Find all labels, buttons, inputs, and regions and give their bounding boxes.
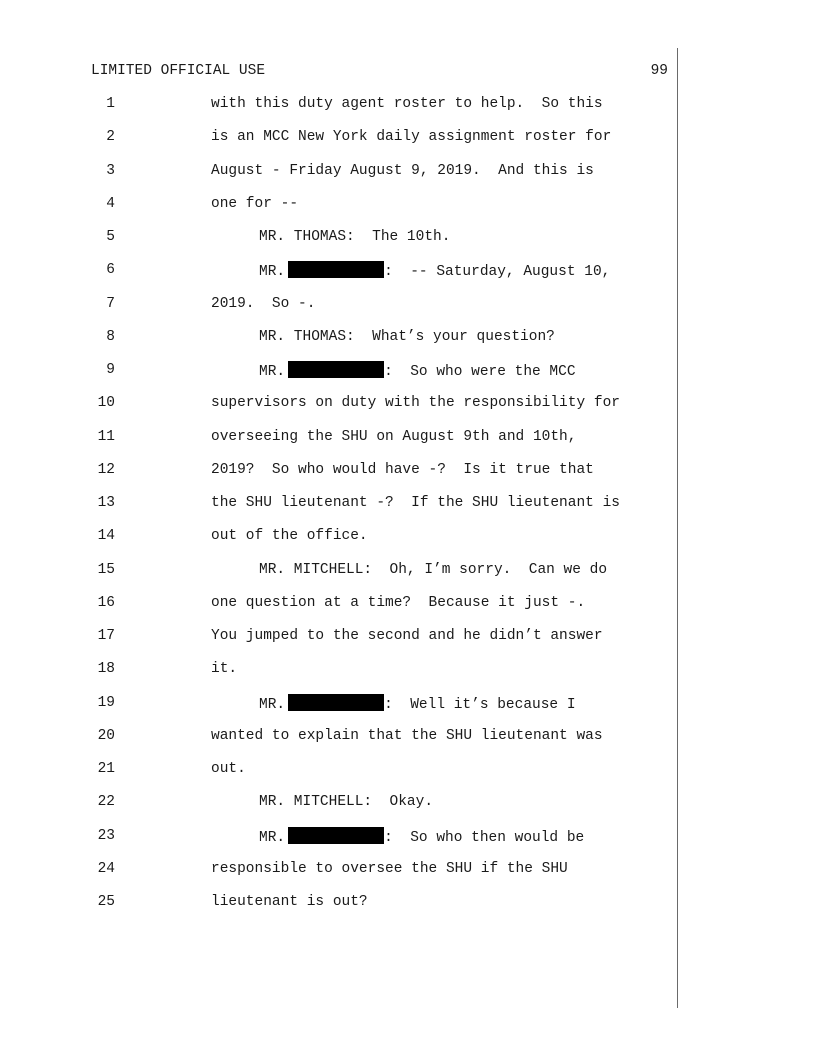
transcript-line	[0, 727, 676, 760]
line-text: one for --	[211, 195, 299, 212]
line-number: 23	[97, 827, 115, 844]
line-number: 1	[106, 96, 115, 112]
redaction-box	[288, 827, 384, 844]
speaker-line-text: MR. MITCHELL: Oh, I’m sorry. Can we do	[259, 561, 608, 578]
line-text: August - Friday August 9, 2019. And this is	[211, 162, 594, 179]
line-number: 10	[97, 395, 115, 412]
line-number: 22	[97, 794, 115, 811]
speaker-line-text: MR. THOMAS: The 10th.	[259, 229, 451, 245]
redaction-box	[288, 261, 384, 278]
line-number: 8	[106, 328, 115, 345]
transcript-line	[0, 860, 676, 893]
line-number: 12	[97, 461, 115, 478]
transcript-lines	[0, 95, 676, 926]
page-number: 99	[650, 63, 668, 79]
transcript-line	[0, 660, 676, 693]
line-number: 2	[106, 129, 115, 146]
line-number: 18	[97, 661, 115, 678]
transcript-line	[0, 228, 676, 261]
transcript-line	[0, 394, 676, 427]
transcript-line	[0, 295, 676, 328]
speaker-line-text	[259, 361, 576, 381]
line-text: it.	[211, 661, 238, 678]
transcript-line	[0, 694, 676, 727]
line-text: wanted to explain that the SHU lieutenant was	[211, 727, 603, 744]
line-number: 13	[97, 495, 115, 511]
line-number: 16	[97, 594, 115, 611]
line-number: 25	[97, 894, 115, 910]
transcript-line	[0, 627, 676, 660]
line-number: 15	[97, 561, 115, 578]
line-number: 20	[97, 727, 115, 744]
redaction-box	[288, 361, 384, 378]
line-text: is an MCC New York daily assignment roster for	[211, 129, 612, 146]
transcript-line	[0, 527, 676, 560]
speaker-line-text	[259, 261, 610, 281]
speaker-remark: : So who then would be	[384, 829, 585, 846]
speaker-prefix: MR.	[259, 364, 286, 380]
transcript-line	[0, 261, 676, 294]
transcript-line	[0, 793, 676, 826]
transcript-line	[0, 95, 676, 128]
page-right-margin-rule	[677, 48, 678, 1008]
transcript-line	[0, 594, 676, 627]
line-number: 19	[97, 694, 115, 711]
line-text: the SHU lieutenant -? If the SHU lieutenant is	[211, 495, 620, 511]
line-text: supervisors on duty with the responsibility for	[211, 395, 620, 412]
line-number: 11	[97, 428, 115, 445]
speaker-remark: : -- Saturday, August 10,	[384, 264, 611, 281]
line-text: with this duty agent roster to help. So this	[211, 96, 603, 112]
line-number: 6	[106, 262, 115, 279]
transcript-line	[0, 561, 676, 594]
transcript-line	[0, 128, 676, 161]
line-number: 14	[97, 528, 115, 545]
speaker-line-text: MR. THOMAS: What’s your question?	[259, 328, 555, 345]
line-text: 2019. So -.	[211, 295, 316, 312]
page-header	[91, 62, 668, 80]
transcript-line	[0, 328, 676, 361]
transcript-line	[0, 893, 676, 926]
line-number: 5	[106, 229, 115, 245]
line-number: 7	[106, 295, 115, 312]
speaker-remark: : Well it’s because I	[384, 696, 576, 713]
transcript-line	[0, 760, 676, 793]
redaction-box	[288, 694, 384, 711]
line-number: 3	[106, 162, 115, 179]
speaker-line-text	[259, 694, 576, 714]
line-text: responsible to oversee the SHU if the SHU	[211, 860, 568, 877]
line-text: out.	[211, 761, 246, 777]
classification-label: LIMITED OFFICIAL USE	[91, 63, 266, 79]
speaker-remark: : So who were the MCC	[384, 364, 576, 380]
line-text: 2019? So who would have -? Is it true that	[211, 461, 594, 478]
line-number: 24	[97, 860, 115, 877]
line-text: lieutenant is out?	[211, 894, 368, 910]
speaker-line-text: MR. MITCHELL: Okay.	[259, 794, 434, 811]
transcript-line	[0, 361, 676, 394]
speaker-prefix: MR.	[259, 696, 286, 713]
speaker-line-text	[259, 827, 584, 847]
transcript-line	[0, 428, 676, 461]
line-text: overseeing the SHU on August 9th and 10th,	[211, 428, 577, 445]
line-number: 4	[106, 195, 115, 212]
transcript-line	[0, 494, 676, 527]
transcript-line	[0, 162, 676, 195]
line-number: 21	[97, 761, 115, 777]
line-text: one question at a time? Because it just -.	[211, 594, 586, 611]
transcript-line	[0, 827, 676, 860]
transcript-line	[0, 461, 676, 494]
speaker-prefix: MR.	[259, 264, 286, 281]
line-number: 9	[106, 362, 115, 378]
transcript-line	[0, 195, 676, 228]
speaker-prefix: MR.	[259, 829, 286, 846]
line-text: You jumped to the second and he didn’t answer	[211, 628, 603, 644]
line-number: 17	[97, 628, 115, 644]
line-text: out of the office.	[211, 528, 368, 545]
